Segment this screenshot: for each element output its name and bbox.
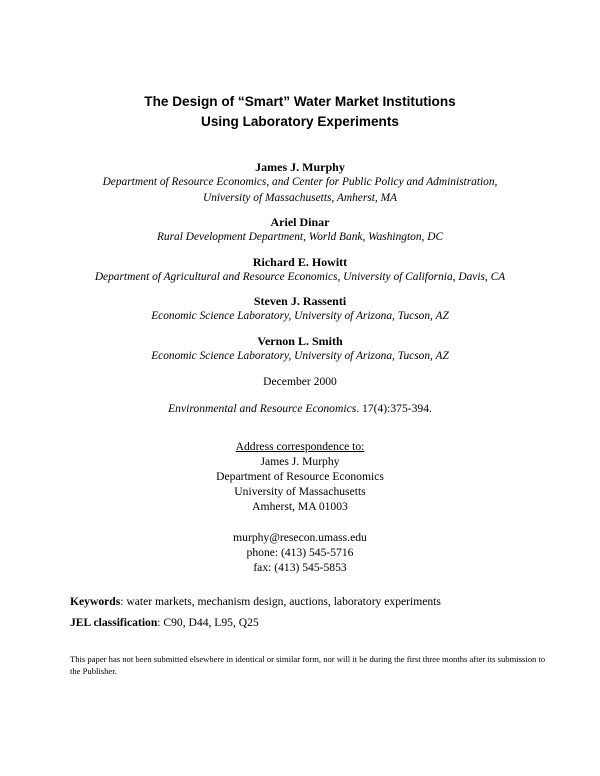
address-line: Amherst, MA 01003 xyxy=(252,500,348,513)
submission-footnote: This paper has not been submitted elsewhere in identical or similar form, nor will it be during the first three months after its submission to the Publisher. xyxy=(70,654,546,676)
journal-name: Environmental and Resource Economics xyxy=(168,402,357,415)
author-affiliation: University of Massachusetts, Amherst, MA xyxy=(202,191,398,204)
author-affiliation: Economic Science Laboratory, University of Arizona, Tucson, AZ xyxy=(151,349,449,362)
keywords-line xyxy=(70,593,441,610)
email-address: murphy@resecon.umass.edu xyxy=(233,531,367,544)
correspondence-block xyxy=(0,439,600,575)
citation-details: . 17(4):375-394. xyxy=(356,402,432,415)
spacer xyxy=(0,514,600,530)
author-name: Steven J. Rassenti xyxy=(253,294,347,308)
author-affiliation: Rural Development Department, World Bank, Washington, DC xyxy=(156,231,444,243)
address-line: James J. Murphy xyxy=(260,455,340,468)
author-list xyxy=(0,160,600,364)
author-affiliation: Economic Science Laboratory, University of Arizona, Tucson, AZ xyxy=(151,310,449,322)
author-block xyxy=(0,294,600,325)
author-name: James J. Murphy xyxy=(255,160,345,174)
jel-text: : C90, D44, L95, Q25 xyxy=(157,616,259,629)
author-block xyxy=(0,215,600,246)
keywords-section xyxy=(70,593,441,631)
correspondence-heading: Address correspondence to: xyxy=(235,440,365,453)
author-name: Ariel Dinar xyxy=(270,215,330,229)
jel-line xyxy=(70,614,441,631)
jel-label: JEL classification xyxy=(70,616,158,629)
paper-title-line-2: Using Laboratory Experiments xyxy=(201,114,399,129)
phone-number: phone: (413) 545-5716 xyxy=(246,546,354,559)
address-line: Department of Resource Economics xyxy=(216,470,384,483)
paper-title xyxy=(0,92,600,132)
author-name: Richard E. Howitt xyxy=(252,254,348,269)
paper-title-line-1: The Design of “Smart” Water Market Institutions xyxy=(144,94,456,109)
journal-citation xyxy=(0,402,600,415)
author-name: Vernon L. Smith xyxy=(257,333,343,348)
keywords-text: : water markets, mechanism design, auctions, laboratory experiments xyxy=(120,595,441,608)
author-block xyxy=(0,334,600,365)
keywords-label: Keywords xyxy=(70,595,121,608)
address-line: University of Massachusetts xyxy=(234,485,366,498)
author-block xyxy=(0,255,600,286)
author-block xyxy=(0,160,600,206)
author-affiliation: Department of Resource Economics, and Center for Public Policy and Administration, xyxy=(102,176,498,188)
author-affiliation: Department of Agricultural and Resource Economics, University of California, Davis, CA xyxy=(94,270,506,283)
publication-date: December 2000 xyxy=(263,375,337,388)
fax-number: fax: (413) 545-5853 xyxy=(253,561,347,574)
